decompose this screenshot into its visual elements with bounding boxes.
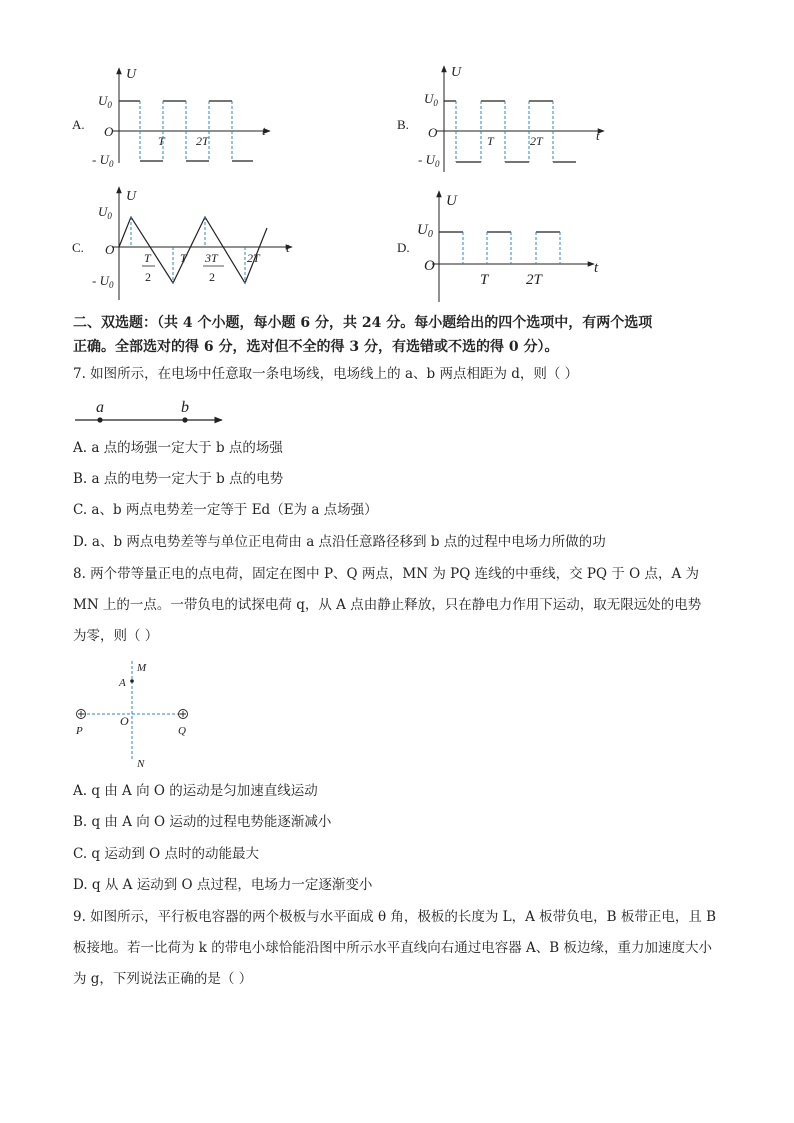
q8-label-a: A [119,677,126,689]
q8-stem-line1: 8. 两个带等量正电的点电荷，固定在图中 P、Q 两点，MN 为 PQ 连线的中垂线，交 PQ 于 O 点，A 为 [73,566,699,582]
q7-label-a: a [96,399,104,416]
graph-d-y-label: U [446,193,457,209]
graph-c-frac2-den: 2 [209,270,215,284]
graph-a-origin: O [104,124,114,139]
graph-c-x-label: t [286,240,290,255]
q7-point-b [182,417,187,422]
graph-a-neg-u0: - $U_0$ [92,152,114,169]
graph-b-label: B. [397,117,409,132]
q7-option-a: A. a 点的场强一定大于 b 点的场强 [73,440,283,456]
graph-c-label: C. [72,240,84,255]
q8-option-a: A. q 由 A 向 O 的运动是匀加速直线运动 [73,783,318,799]
graph-a-tick-t: T [158,134,165,148]
graph-c-y-label: U [126,189,137,204]
graph-c-neg-u0: - $U_0$ [92,273,114,290]
graph-c-frac1-num: T [144,251,151,265]
graph-d [397,191,599,302]
graph-c-frac1-den: 2 [145,270,151,284]
q8-label-n: N [137,758,145,770]
graph-c [72,187,292,300]
graph-b-x-label: t [596,128,600,143]
q8-label-p: P [76,725,83,737]
option-graphs [0,0,794,310]
graph-d-dashed-edges [463,232,560,264]
graph-c-tick-2t: 2T [247,251,260,265]
q7-option-c: C. a、b 两点电势差一定等于 Ed（E为 a 点场强） [73,502,378,518]
graph-c-tick-t: T [180,251,187,265]
graph-b-tick-2t: 2T [530,134,543,148]
graph-b [397,65,604,172]
graph-d-tick-2t: 2T [526,272,542,288]
graph-b-u0: $U_0$ [424,91,438,108]
graph-d-u0: $U_0$ [417,222,433,240]
q8-charge-p [77,710,86,719]
q7-option-d: D. a、b 两点电势差等与单位正电荷由 a 点沿任意路径移到 b 点的过程中电场力所做的功 [73,534,606,550]
section-heading-line2: 正确。全部选对的得 6 分，选对但不全的得 3 分，有选错或不选的得 0 分）。 [73,339,559,355]
q7-label-b: b [181,399,189,416]
graph-b-y-label: U [451,65,462,80]
graph-c-u0: $U_0$ [98,204,112,221]
graph-a-u0: $U_0$ [98,93,112,110]
graph-a-x-label: t [262,123,266,138]
q8-stem-line3: 为零，则（ ） [73,628,159,644]
graph-d-tick-t: T [480,272,489,288]
graph-a-tick-2t: 2T [196,134,209,148]
q8-option-b: B. q 由 A 向 O 运动的过程电势能逐渐减小 [73,814,332,830]
q9-stem-line3: 为 g，下列说法正确的是（ ） [73,971,253,987]
graph-a [72,67,270,169]
graph-b-neg-u0: - $U_0$ [418,152,440,169]
graph-a-label: A. [72,117,85,132]
q8-label-o: O [120,714,129,728]
graph-b-tick-t: T [487,134,494,148]
q8-label-m: M [137,662,147,674]
graph-a-y-label: U [126,67,137,82]
graph-c-frac2-num: 3T [205,251,218,265]
q8-plus-icon-p [78,711,84,717]
graph-b-origin: O [428,125,438,140]
graph-d-label: D. [397,240,410,255]
q8-option-d: D. q 从 A 运动到 O 点过程，电场力一定逐渐变小 [73,877,373,893]
section-heading-line1: 二、双选题：（共 4 个小题，每小题 6 分，共 24 分。每小题给出的四个选项中，有两个选项 [73,315,653,331]
graph-d-x-label: t [594,260,599,276]
q7-option-b: B. a 点的电势一定大于 b 点的电势 [73,471,284,487]
q8-plus-icon-q [180,711,186,717]
q8-point-a [130,679,134,683]
q7-point-a [97,417,102,422]
q8-label-q: Q [178,725,186,737]
q9-stem-line2: 板接地。若一比荷为 k 的带电小球恰能沿图中所示水平直线向右通过电容器 A、B 板边缘，重力加速度大小 [73,940,713,956]
q9-stem-line1: 9. 如图所示，平行板电容器的两个极板与水平面成 θ 角，极板的长度为 L，A 板带负电，B 板带正电，且 B [73,909,717,925]
graph-d-origin: O [424,258,435,274]
q8-option-c: C. q 运动到 O 点时的动能最大 [73,846,260,862]
graph-c-origin: O [105,242,115,257]
q8-stem-line2: MN 上的一点。一带负电的试探电荷 q，从 A 点由静止释放，只在静电力作用下运动，取无限远处的电势 [73,597,702,613]
q7-stem: 7. 如图所示，在电场中任意取一条电场线，电场线上的 a、b 两点相距为 d，则（ ） [73,366,579,382]
q8-charge-q [179,710,188,719]
